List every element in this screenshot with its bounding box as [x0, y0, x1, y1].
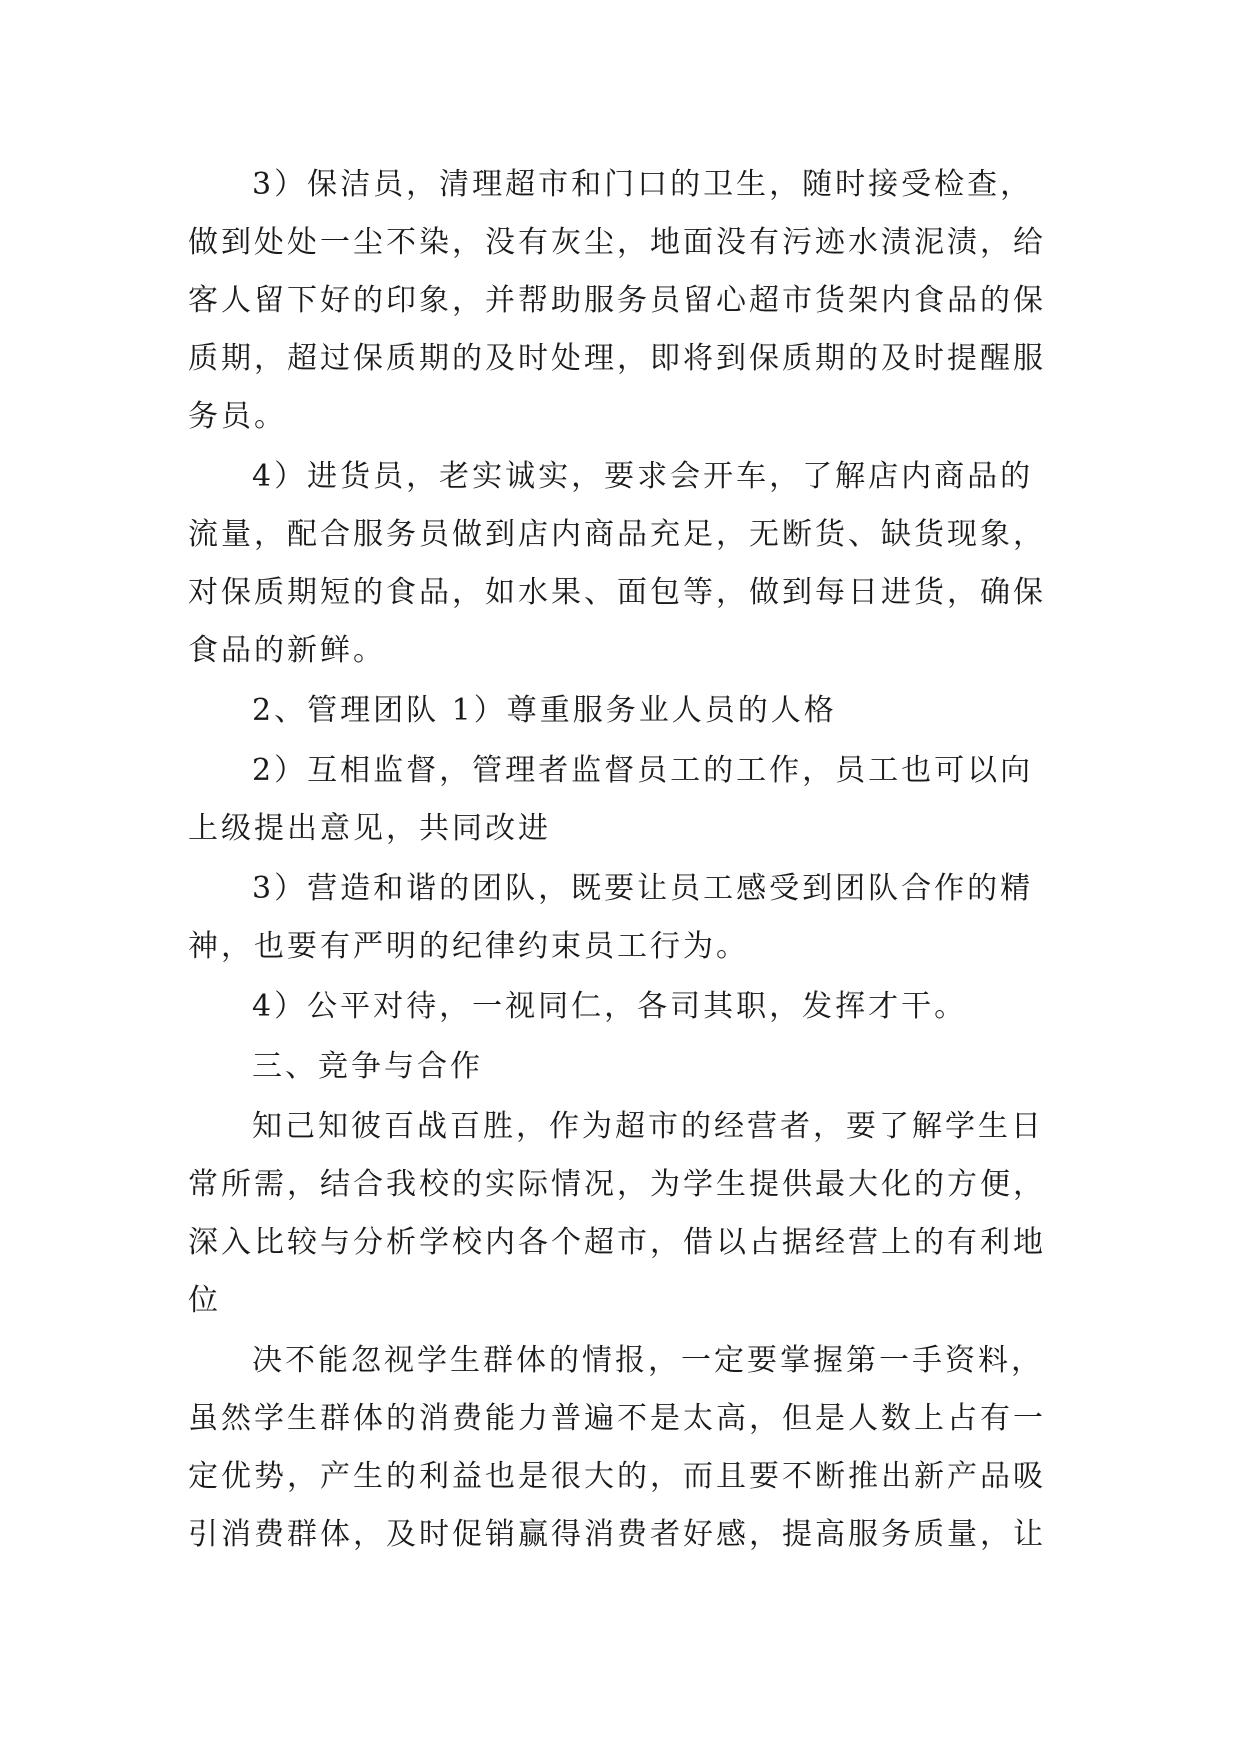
- paragraph-mutual-supervision: 2）互相监督，管理者监督员工的工作，员工也可以向上级提出意见，共同改进: [188, 753, 1034, 846]
- paragraph-student-intel: 决不能忽视学生群体的情报，一定要掌握第一手资料，虽然学生群体的消费能力普遍不是太高，但是人数上占有一定优势，产生的利益也是很大的，而且要不断推出新产品吸引消费群体，及时促销赢得消费者好感，提高服务质量，让: [188, 1343, 1046, 1552]
- paragraph-purchaser: 4）进货员，老实诚实，要求会开车，了解店内商品的流量，配合服务员做到店内商品充足，无断货、缺货现象，对保质期短的食品，如水果、面包等，做到每日进货，确保食品的新鲜。: [188, 459, 1046, 668]
- section-heading-competition: 三、竞争与合作: [252, 1049, 483, 1084]
- paragraph-know-yourself: 知己知彼百战百胜，作为超市的经营者，要了解学生日常所需，结合我校的实际情况，为学生提供最大化的方便，深入比较与分析学校内各个超市，借以占据经营上的有利地位: [188, 1109, 1046, 1318]
- paragraph-harmonious-team: 3）营造和谐的团队，既要让员工感受到团队合作的精神，也要有严明的纪律约束员工行为。: [188, 871, 1034, 964]
- document-body: [188, 156, 1058, 1566]
- paragraph-management-team: 2、管理团队 1）尊重服务业人员的人格: [252, 693, 837, 728]
- paragraph-fair-treatment: 4）公平对待，一视同仁，各司其职，发挥才干。: [252, 989, 968, 1024]
- paragraph-cleaner: 3）保洁员，清理超市和门口的卫生，随时接受检查，做到处处一尘不染，没有灰尘，地面没有污迹水渍泥渍，给客人留下好的印象，并帮助服务员留心超市货架内食品的保质期，超过保质期的及时处理，即将到保质期的及时提醒服务员。: [188, 167, 1046, 434]
